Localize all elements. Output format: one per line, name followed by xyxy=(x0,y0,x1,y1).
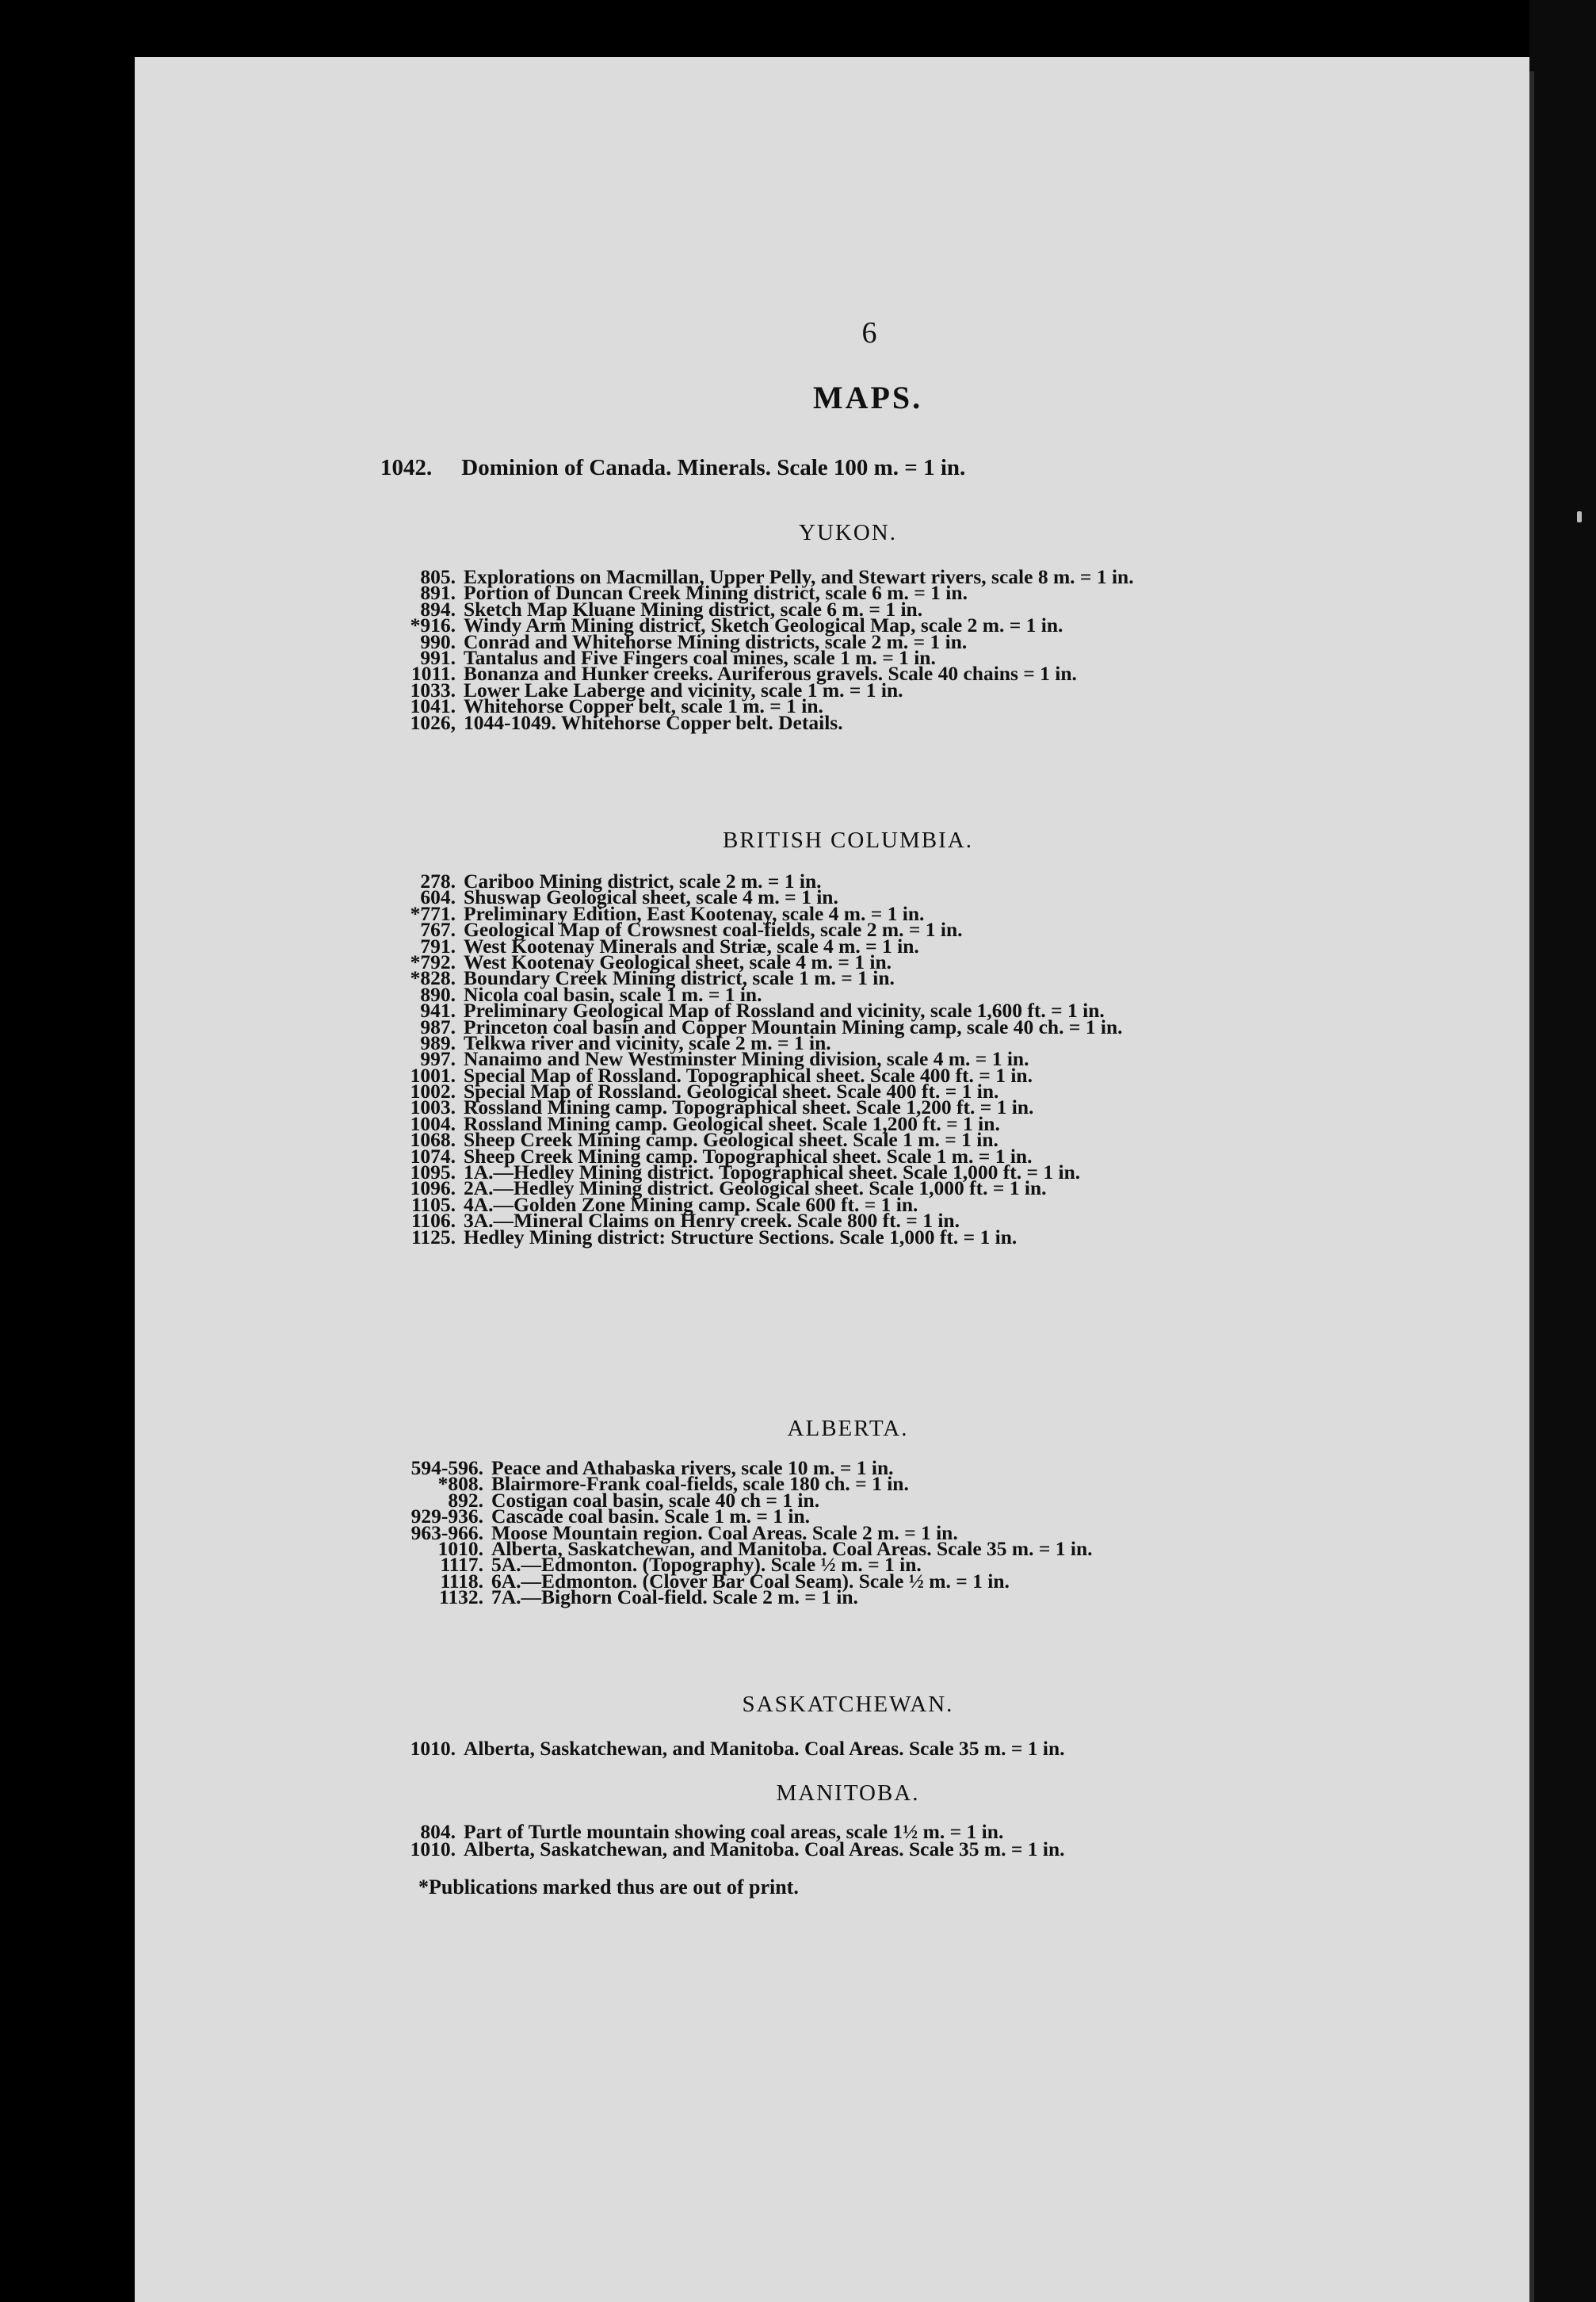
section-heading-saskatchewan: SASKATCHEWAN. xyxy=(742,1692,954,1717)
entry-number: 1096. xyxy=(410,1176,456,1200)
entry-number: 989. xyxy=(420,1031,456,1054)
entry-number: 890. xyxy=(420,982,456,1006)
entry-number: 1117. xyxy=(440,1553,483,1577)
entry-number: 604. xyxy=(420,885,456,909)
entry-text: Portion of Duncan Creek Mining district, scale 6 m. = 1 in. xyxy=(464,581,968,605)
entry-number: 892. xyxy=(448,1488,483,1512)
entry-text: Bonanza and Hunker creeks. Auriferous gravels. Scale 40 chains = 1 in. xyxy=(464,662,1077,686)
entry-number: 1004. xyxy=(410,1111,456,1135)
entry-number: 891. xyxy=(420,581,456,605)
scan-border xyxy=(1529,0,1596,2302)
section-heading-manitoba: MANITOBA. xyxy=(776,1780,920,1806)
entry-text: Preliminary Geological Map of Rossland and vicinity, scale 1,600 ft. = 1 in. xyxy=(464,999,1105,1023)
entry-text: 2A.—Hedley Mining district. Geological sheet. Scale 1,000 ft. = 1 in. xyxy=(464,1176,1047,1200)
entry-number: 594-596. xyxy=(410,1456,483,1479)
section-saskatchewan-list xyxy=(365,1737,1065,1760)
entry-text: West Kootenay Geological sheet, scale 4 m. = 1 in. xyxy=(464,950,892,973)
entry-number: 894. xyxy=(420,597,456,621)
entry-text: Windy Arm Mining district, Sketch Geological Map, scale 2 m. = 1 in. xyxy=(464,614,1063,637)
entry-text: Conrad and Whitehorse Mining districts, scale 2 m. = 1 in. xyxy=(464,629,968,653)
entry-number: 1118. xyxy=(440,1569,483,1593)
list-item xyxy=(365,1837,1065,1860)
entry-number: *771. xyxy=(410,901,456,925)
page-number: 6 xyxy=(861,316,877,350)
entry-number: 941. xyxy=(420,999,456,1023)
entry-number: 805. xyxy=(420,565,456,588)
entry-text: Shuswap Geological sheet, scale 4 m. = 1 in. xyxy=(464,885,838,909)
page-title: MAPS. xyxy=(812,380,923,415)
entry-text: Tantalus and Five Fingers coal mines, scale 1 m. = 1 in. xyxy=(464,645,936,669)
entry-number: 1010. xyxy=(410,1737,456,1760)
section-heading-yukon: YUKON. xyxy=(799,520,897,545)
section-manitoba-list xyxy=(365,1820,1065,1860)
entry-text: Geological Map of Crowsnest coal-fields, scale 2 m. = 1 in. xyxy=(464,918,963,942)
entry-number: 929-936. xyxy=(410,1505,483,1528)
entry-number: 1026, xyxy=(410,710,456,734)
entry-number: 1011. xyxy=(411,662,456,686)
section-heading-alberta: ALBERTA. xyxy=(787,1416,909,1441)
entry-number: 1106. xyxy=(411,1209,456,1233)
page-edge xyxy=(1529,71,1534,2302)
entry-text: 4A.—Golden Zone Mining camp. Scale 600 ft. = 1 in. xyxy=(464,1192,918,1216)
entry-number: *792. xyxy=(410,950,456,973)
entry-number: 1132. xyxy=(439,1585,483,1609)
scan-speck xyxy=(1577,511,1582,522)
entry-text: 5A.—Edmonton. (Topography). Scale ½ m. = 1 in. xyxy=(491,1553,922,1577)
entry-number: 1042. xyxy=(380,455,433,480)
entry-text: Rossland Mining camp. Geological sheet. Scale 1,200 ft. = 1 in. xyxy=(464,1111,1000,1135)
entry-text: Moose Mountain region. Coal Areas. Scale 2 m. = 1 in. xyxy=(491,1520,958,1544)
entry-text: Cascade coal basin. Scale 1 m. = 1 in. xyxy=(491,1505,810,1528)
entry-text: Sheep Creek Mining camp. Geological sheet. Scale 1 m. = 1 in. xyxy=(464,1128,998,1152)
entry-text: 1A.—Hedley Mining district. Topographical sheet. Scale 1,000 ft. = 1 in. xyxy=(464,1161,1081,1184)
entry-number: 1068. xyxy=(410,1128,456,1152)
list-item xyxy=(372,710,1134,734)
entry-number: 1001. xyxy=(410,1063,456,1087)
entry-text: 6A.—Edmonton. (Clover Bar Coal Seam). Scale ½ m. = 1 in. xyxy=(491,1569,1010,1593)
entry-number: 1105. xyxy=(411,1192,456,1216)
entry-text: Dominion of Canada. Minerals. Scale 100 m. = 1 in. xyxy=(461,455,966,480)
section-heading-british-columbia: BRITISH COLUMBIA. xyxy=(723,828,973,853)
entry-number: *916. xyxy=(410,614,456,637)
entry-text: Hedley Mining district: Structure Sections. Scale 1,000 ft. = 1 in. xyxy=(464,1225,1018,1249)
entry-text: Nanaimo and New Westminster Mining division, scale 4 m. = 1 in. xyxy=(464,1047,1029,1071)
entry-number: 1003. xyxy=(410,1096,456,1119)
entry-number: 1010. xyxy=(437,1536,483,1560)
entry-text: Preliminary Edition, East Kootenay, scale 4 m. = 1 in. xyxy=(464,901,925,925)
entry-text: Cariboo Mining district, scale 2 m. = 1 in. xyxy=(464,870,822,893)
entry-number: 997. xyxy=(420,1047,456,1071)
entry-number: *808. xyxy=(437,1472,483,1496)
entry-number: 1074. xyxy=(410,1144,456,1168)
entry-text: Alberta, Saskatchewan, and Manitoba. Coal Areas. Scale 35 m. = 1 in. xyxy=(491,1536,1093,1560)
entry-text: Lower Lake Laberge and vicinity, scale 1 m. = 1 in. xyxy=(464,678,903,702)
entry-text: Special Map of Rossland. Topographical sheet. Scale 400 ft. = 1 in. xyxy=(464,1063,1033,1087)
entry-text: 3A.—Mineral Claims on Henry creek. Scale 800 ft. = 1 in. xyxy=(464,1209,960,1233)
list-item xyxy=(365,1737,1065,1760)
section-british-columbia-list xyxy=(372,870,1123,1249)
entry-text: West Kootenay Minerals and Striæ, scale 4 m. = 1 in. xyxy=(464,934,919,958)
entry-text: Peace and Athabaska rivers, scale 10 m. = 1 in. xyxy=(491,1456,894,1479)
entry-number: 1041. xyxy=(410,694,456,718)
entry-text: Special Map of Rossland. Geological sheet. Scale 400 ft. = 1 in. xyxy=(464,1080,999,1103)
entry-text: Alberta, Saskatchewan, and Manitoba. Coal Areas. Scale 35 m. = 1 in. xyxy=(464,1737,1065,1760)
entry-text: Blairmore-Frank coal-fields, scale 180 ch. = 1 in. xyxy=(491,1472,909,1496)
entry-number: 767. xyxy=(420,918,456,942)
entry-text: Sheep Creek Mining camp. Topographical sheet. Scale 1 m. = 1 in. xyxy=(464,1144,1033,1168)
section-yukon-list xyxy=(372,565,1134,734)
list-item xyxy=(372,1225,1123,1249)
entry-number: 991. xyxy=(420,645,456,669)
intro-entry xyxy=(380,455,1490,481)
entry-number: 963-966. xyxy=(410,1520,483,1544)
entry-text: Alberta, Saskatchewan, and Manitoba. Coal Areas. Scale 35 m. = 1 in. xyxy=(464,1837,1065,1860)
entry-number: 1033. xyxy=(410,678,456,702)
entry-text: Princeton coal basin and Copper Mountain Mining camp, scale 40 ch. = 1 in. xyxy=(464,1015,1123,1038)
entry-text: 1044-1049. Whitehorse Copper belt. Details. xyxy=(464,710,843,734)
entry-number: *828. xyxy=(410,966,456,990)
entry-text: Whitehorse Copper belt, scale 1 m. = 1 in. xyxy=(464,694,823,718)
entry-number: 1095. xyxy=(410,1161,456,1184)
entry-number: 278. xyxy=(420,870,456,893)
footnote: *Publications marked thus are out of print. xyxy=(418,1876,799,1899)
entry-text: Nicola coal basin, scale 1 m. = 1 in. xyxy=(464,982,762,1006)
entry-number: 791. xyxy=(420,934,456,958)
section-alberta-list xyxy=(365,1456,1093,1609)
entry-number: 987. xyxy=(420,1015,456,1038)
entry-text: Explorations on Macmillan, Upper Pelly, and Stewart rivers, scale 8 m. = 1 in. xyxy=(464,565,1134,588)
entry-text: Costigan coal basin, scale 40 ch = 1 in. xyxy=(491,1488,820,1512)
entry-number: 804. xyxy=(420,1820,456,1843)
entry-number: 1125. xyxy=(411,1225,456,1249)
entry-number: 1002. xyxy=(410,1080,456,1103)
entry-text: Telkwa river and vicinity, scale 2 m. = 1 in. xyxy=(464,1031,831,1054)
entry-text: Boundary Creek Mining district, scale 1 m. = 1 in. xyxy=(464,966,895,990)
entry-number: 990. xyxy=(420,629,456,653)
entry-text: Rossland Mining camp. Topographical sheet. Scale 1,200 ft. = 1 in. xyxy=(464,1096,1034,1119)
entry-number: 1010. xyxy=(410,1837,456,1860)
entry-text: 7A.—Bighorn Coal-field. Scale 2 m. = 1 in. xyxy=(491,1585,858,1609)
entry-text: Sketch Map Kluane Mining district, scale 6 m. = 1 in. xyxy=(464,597,923,621)
entry-text: Part of Turtle mountain showing coal areas, scale 1½ m. = 1 in. xyxy=(464,1820,1004,1843)
